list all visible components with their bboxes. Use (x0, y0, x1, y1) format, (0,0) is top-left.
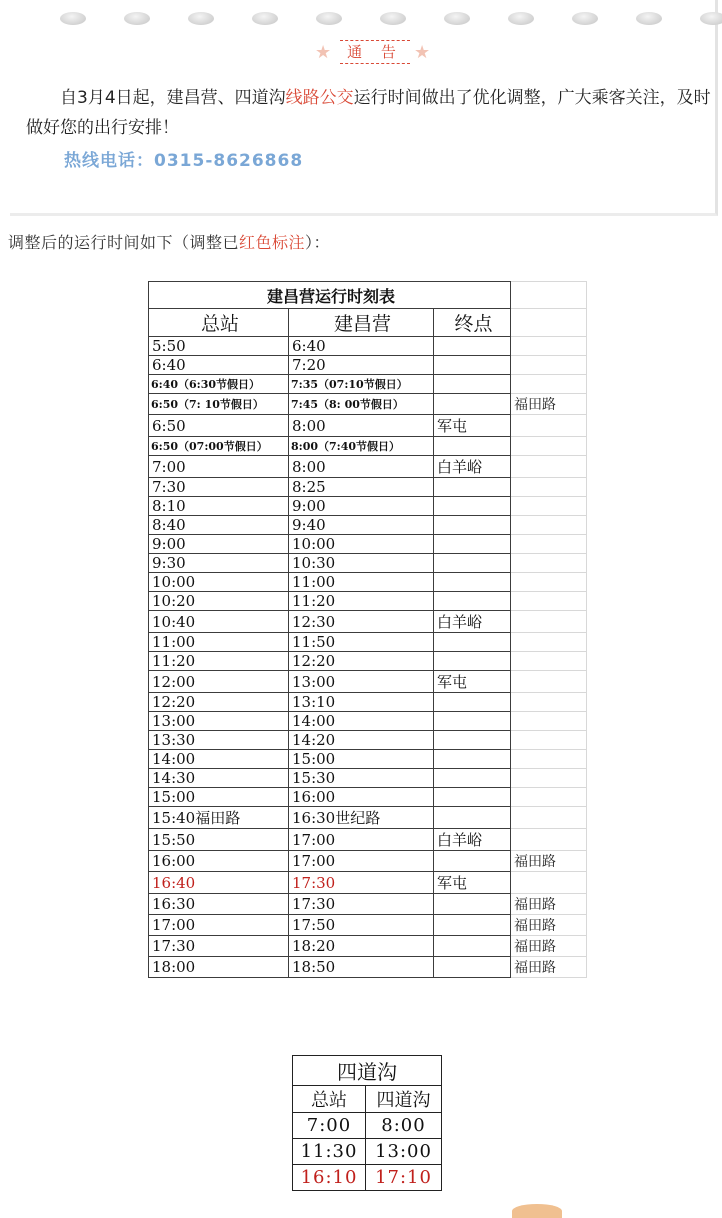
sdg-title: 四道沟 (293, 1056, 442, 1086)
timetable-title: 建昌营运行时刻表 (149, 282, 511, 309)
note-cell: 福田路 (511, 936, 587, 957)
note-cell (511, 516, 587, 535)
arrival-time-cell: 8:00（7:40节假日） (289, 437, 434, 456)
table-row (149, 788, 587, 807)
endpoint-cell: 白羊峪 (434, 829, 511, 851)
note-cell (511, 633, 587, 652)
arrival-time-cell: 6:40 (289, 337, 434, 356)
departure-time-cell: 17:00 (149, 915, 289, 936)
arrival-time-cell: 15:30 (289, 769, 434, 788)
arrival-time-cell: 18:20 (289, 936, 434, 957)
table-row (149, 478, 587, 497)
table-row (149, 829, 587, 851)
decorative-dots (60, 12, 700, 26)
note-cell (511, 829, 587, 851)
table-row (149, 807, 587, 829)
table-row (293, 1113, 442, 1139)
departure-time-cell: 9:30 (149, 554, 289, 573)
arrival-time-cell: 17:00 (289, 851, 434, 872)
sdg-header-row (293, 1086, 442, 1113)
departure-time-cell: 14:30 (149, 769, 289, 788)
note-cell (511, 712, 587, 731)
sdg-title-row (293, 1056, 442, 1086)
notice-text-highlight: 线路公交 (285, 88, 354, 108)
notice-text (26, 83, 716, 143)
departure-time-cell: 13:30 (149, 731, 289, 750)
arrival-time-cell: 7:45（8: 00节假日） (289, 394, 434, 415)
timetable-header-row (149, 309, 587, 337)
arrival-time-cell: 13:00 (289, 671, 434, 693)
departure-time-cell: 8:40 (149, 516, 289, 535)
table-row (149, 693, 587, 712)
notice-header (10, 40, 715, 70)
departure-time-cell: 16:30 (149, 894, 289, 915)
note-cell: 福田路 (511, 851, 587, 872)
table-row (149, 516, 587, 535)
note-cell (511, 456, 587, 478)
table-row (149, 894, 587, 915)
departure-time-cell: 12:00 (149, 671, 289, 693)
arrival-time-cell: 14:20 (289, 731, 434, 750)
departure-time-cell: 10:00 (149, 573, 289, 592)
endpoint-cell (434, 807, 511, 829)
timetable-title-row (149, 282, 587, 309)
arrival-time-cell: 17:30 (289, 894, 434, 915)
endpoint-cell (434, 516, 511, 535)
arrival-time-cell: 7:35（07:10节假日） (289, 375, 434, 394)
note-cell (511, 872, 587, 894)
arrival-time-cell: 12:20 (289, 652, 434, 671)
table-row (149, 415, 587, 437)
endpoint-cell (434, 535, 511, 554)
table-row (149, 731, 587, 750)
endpoint-cell (434, 437, 511, 456)
arrival-time-cell: 17:50 (289, 915, 434, 936)
arrival-time-cell: 10:00 (289, 535, 434, 554)
note-cell (511, 309, 587, 337)
departure-time-cell: 11:30 (293, 1139, 366, 1165)
departure-time-cell: 7:30 (149, 478, 289, 497)
table-row (149, 375, 587, 394)
arrival-time-cell: 18:50 (289, 957, 434, 978)
endpoint-cell (434, 693, 511, 712)
departure-time-cell: 9:00 (149, 535, 289, 554)
arrival-time-cell: 8:00 (366, 1113, 442, 1139)
departure-time-cell: 11:00 (149, 633, 289, 652)
decorative-dot (124, 12, 150, 25)
table-row (149, 872, 587, 894)
header-jianchangying: 建昌营 (289, 309, 434, 337)
departure-time-cell: 15:00 (149, 788, 289, 807)
arrival-time-cell: 9:40 (289, 516, 434, 535)
table-row (149, 611, 587, 633)
arrival-time-cell: 14:00 (289, 712, 434, 731)
departure-time-cell: 10:20 (149, 592, 289, 611)
note-cell (511, 535, 587, 554)
endpoint-cell: 军屯 (434, 671, 511, 693)
notice-card (10, 0, 718, 216)
note-cell (511, 769, 587, 788)
endpoint-cell (434, 915, 511, 936)
note-cell (511, 611, 587, 633)
endpoint-cell (434, 573, 511, 592)
endpoint-cell: 白羊峪 (434, 611, 511, 633)
departure-time-cell: 6:50（7: 10节假日） (149, 394, 289, 415)
table-row (293, 1165, 442, 1191)
note-cell (511, 573, 587, 592)
table-row (149, 437, 587, 456)
note-cell (511, 554, 587, 573)
note-cell (511, 693, 587, 712)
table-row (149, 497, 587, 516)
note-cell: 福田路 (511, 915, 587, 936)
note-cell (511, 807, 587, 829)
notice-text-part: 运行时间做出了优化调整，广大乘客关注，及时做好您的出行安排！ (26, 88, 711, 138)
table-row (149, 554, 587, 573)
table-row (149, 671, 587, 693)
departure-time-cell: 8:10 (149, 497, 289, 516)
departure-time-cell: 16:00 (149, 851, 289, 872)
note-cell (511, 282, 587, 309)
departure-time-cell: 13:00 (149, 712, 289, 731)
arrival-time-cell: 8:00 (289, 456, 434, 478)
decorative-dot (188, 12, 214, 25)
endpoint-cell: 军屯 (434, 872, 511, 894)
notice-text-part: 自3月4日起，建昌营、四道沟 (60, 88, 286, 108)
arrival-time-cell: 7:20 (289, 356, 434, 375)
table-row (149, 456, 587, 478)
table-row (293, 1139, 442, 1165)
note-cell (511, 415, 587, 437)
departure-time-cell: 10:40 (149, 611, 289, 633)
note-cell (511, 592, 587, 611)
note-cell: 福田路 (511, 894, 587, 915)
endpoint-cell (434, 478, 511, 497)
note-cell (511, 788, 587, 807)
endpoint-cell: 白羊峪 (434, 456, 511, 478)
departure-time-cell: 7:00 (149, 456, 289, 478)
arrival-time-cell: 11:20 (289, 592, 434, 611)
arrival-time-cell: 11:00 (289, 573, 434, 592)
departure-time-cell: 5:50 (149, 337, 289, 356)
endpoint-cell (434, 936, 511, 957)
endpoint-cell (434, 731, 511, 750)
decorative-dot (316, 12, 342, 25)
intro-text (8, 230, 330, 253)
departure-time-cell: 15:40福田路 (149, 807, 289, 829)
jianchangying-timetable (148, 281, 587, 978)
departure-time-cell: 16:40 (149, 872, 289, 894)
header-endpoint: 终点 (434, 309, 511, 337)
departure-time-cell: 6:40 (149, 356, 289, 375)
departure-time-cell: 14:00 (149, 750, 289, 769)
departure-time-cell: 18:00 (149, 957, 289, 978)
endpoint-cell (434, 957, 511, 978)
table-row (149, 915, 587, 936)
intro-part: 调整后的运行时间如下（调整已 (8, 233, 240, 252)
table-row (149, 633, 587, 652)
endpoint-cell (434, 554, 511, 573)
endpoint-cell (434, 375, 511, 394)
decorative-dot (380, 12, 406, 25)
note-cell: 福田路 (511, 394, 587, 415)
note-cell (511, 356, 587, 375)
sdg-header-terminal: 总站 (293, 1086, 366, 1113)
arrival-time-cell: 11:50 (289, 633, 434, 652)
table-row (149, 957, 587, 978)
departure-time-cell: 6:50（07:00节假日） (149, 437, 289, 456)
sidaogou-timetable (292, 1055, 442, 1191)
arrival-time-cell: 10:30 (289, 554, 434, 573)
arrival-time-cell: 13:10 (289, 693, 434, 712)
table-row (149, 851, 587, 872)
sdg-header-sidaogou: 四道沟 (366, 1086, 442, 1113)
decorative-dot (252, 12, 278, 25)
arrival-time-cell: 17:30 (289, 872, 434, 894)
departure-time-cell: 17:30 (149, 936, 289, 957)
arrival-time-cell: 15:00 (289, 750, 434, 769)
decorative-dot (636, 12, 662, 25)
departure-time-cell: 12:20 (149, 693, 289, 712)
intro-highlight: 红色标注 (239, 233, 306, 252)
note-cell (511, 437, 587, 456)
arrival-time-cell: 8:25 (289, 478, 434, 497)
table-row (149, 356, 587, 375)
endpoint-cell (434, 788, 511, 807)
note-cell (511, 750, 587, 769)
decorative-dot (572, 12, 598, 25)
endpoint-cell (434, 356, 511, 375)
note-cell (511, 375, 587, 394)
decorative-dot (444, 12, 470, 25)
endpoint-cell (434, 337, 511, 356)
decorative-shape (512, 1204, 562, 1218)
table-row (149, 712, 587, 731)
table-row (149, 592, 587, 611)
note-cell (511, 337, 587, 356)
arrival-time-cell: 9:00 (289, 497, 434, 516)
arrival-time-cell: 17:00 (289, 829, 434, 851)
departure-time-cell: 11:20 (149, 652, 289, 671)
note-cell (511, 731, 587, 750)
hotline: 热线电话：0315-8626868 (64, 151, 304, 171)
table-row (149, 337, 587, 356)
departure-time-cell: 16:10 (293, 1165, 366, 1191)
note-cell: 福田路 (511, 957, 587, 978)
table-row (149, 394, 587, 415)
note-cell (511, 652, 587, 671)
departure-time-cell: 15:50 (149, 829, 289, 851)
note-cell (511, 497, 587, 516)
star-icon: ★ (315, 42, 332, 63)
header-terminal: 总站 (149, 309, 289, 337)
table-row (149, 535, 587, 554)
table-row (149, 750, 587, 769)
star-icon: ★ (414, 42, 431, 63)
endpoint-cell: 军屯 (434, 415, 511, 437)
table-row (149, 573, 587, 592)
table-row (149, 652, 587, 671)
arrival-time-cell: 13:00 (366, 1139, 442, 1165)
endpoint-cell (434, 633, 511, 652)
arrival-time-cell: 16:00 (289, 788, 434, 807)
departure-time-cell: 6:40（6:30节假日） (149, 375, 289, 394)
endpoint-cell (434, 712, 511, 731)
arrival-time-cell: 12:30 (289, 611, 434, 633)
notice-title: 通 告 (340, 40, 410, 64)
endpoint-cell (434, 394, 511, 415)
endpoint-cell (434, 851, 511, 872)
endpoint-cell (434, 592, 511, 611)
arrival-time-cell: 16:30世纪路 (289, 807, 434, 829)
endpoint-cell (434, 769, 511, 788)
endpoint-cell (434, 750, 511, 769)
endpoint-cell (434, 497, 511, 516)
note-cell (511, 671, 587, 693)
decorative-dot (60, 12, 86, 25)
table-row (149, 936, 587, 957)
arrival-time-cell: 17:10 (366, 1165, 442, 1191)
endpoint-cell (434, 894, 511, 915)
endpoint-cell (434, 652, 511, 671)
departure-time-cell: 6:50 (149, 415, 289, 437)
table-row (149, 769, 587, 788)
arrival-time-cell: 8:00 (289, 415, 434, 437)
note-cell (511, 478, 587, 497)
departure-time-cell: 7:00 (293, 1113, 366, 1139)
intro-part: ）： (305, 233, 331, 252)
decorative-dot (508, 12, 534, 25)
decorative-dot (700, 12, 722, 25)
